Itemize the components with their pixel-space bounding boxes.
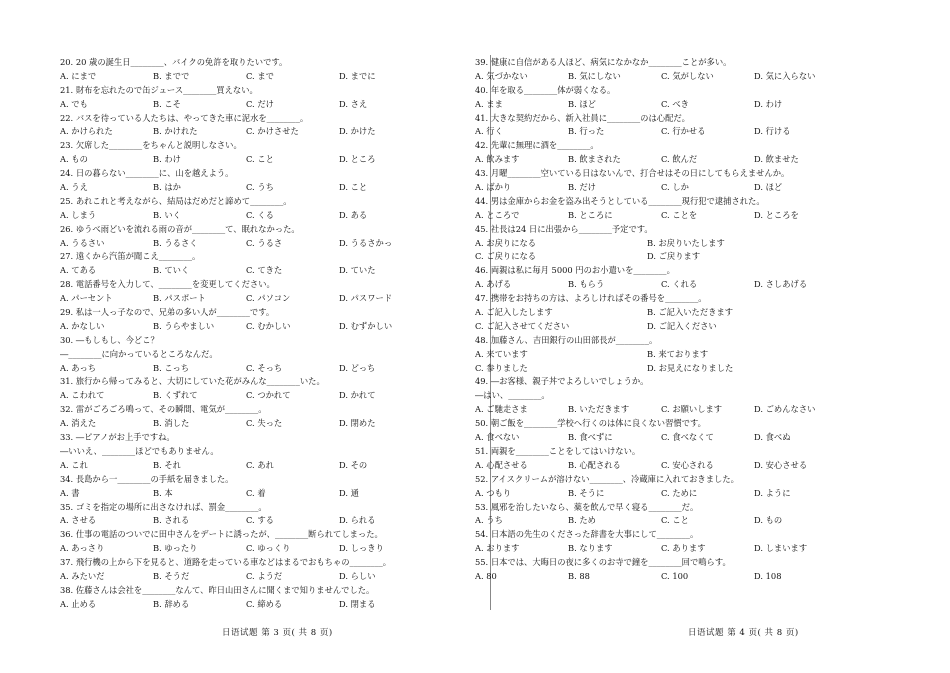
- option: C. ゆっくり: [246, 543, 291, 554]
- option: A. しまう: [60, 209, 97, 220]
- option: A. うるさい: [60, 237, 105, 248]
- option: A. お戻りになる: [475, 237, 537, 248]
- option: D. むずかしい: [339, 320, 393, 331]
- option: A. 気づかない: [475, 70, 528, 81]
- options-row: [475, 403, 880, 417]
- options-row: [60, 237, 465, 251]
- option: A. ご記入したします: [475, 307, 553, 318]
- option: D. 安心させる: [754, 459, 808, 470]
- option: D. さしあげる: [754, 279, 808, 290]
- option: A. かなしい: [60, 320, 105, 331]
- option: C. つかれて: [246, 390, 291, 401]
- option: D. 飲ませた: [754, 154, 799, 165]
- option: B. ほど: [568, 98, 596, 109]
- option: A. 書: [60, 487, 80, 498]
- options-row: [475, 514, 880, 528]
- option: C. むかしい: [246, 320, 291, 331]
- options-row: [60, 153, 465, 167]
- options-row: [475, 431, 880, 445]
- options-row: [475, 237, 880, 251]
- option: D. 閉まる: [339, 598, 376, 609]
- options-row: [60, 417, 465, 431]
- option: C. パソコン: [246, 293, 291, 304]
- option: B. 消した: [153, 418, 190, 429]
- question-list: [60, 56, 465, 612]
- option: C. くれる: [661, 279, 698, 290]
- option: D. ご記入ください: [647, 320, 717, 331]
- option: C. お願いします: [661, 404, 723, 415]
- question-stem: 46. 両親は私に毎月 5000 円のお小遣いを________。: [475, 265, 675, 276]
- options-row: [60, 514, 465, 528]
- option: C. 参りました: [475, 362, 528, 373]
- page-footer: 日语试题 第 4 页( 共 8 页): [688, 628, 799, 638]
- option: C. くる: [246, 209, 274, 220]
- page-4: [475, 0, 950, 673]
- option: D. ように: [754, 487, 791, 498]
- option: B. こそ: [153, 98, 181, 109]
- option: B. そうに: [568, 487, 605, 498]
- option: A. 止める: [60, 598, 97, 609]
- option: D. 閉めた: [339, 418, 376, 429]
- question-stem: 34. 長島から一________の手紙を届きました。: [60, 473, 234, 484]
- option: B. ところに: [568, 209, 613, 220]
- option: D. わけ: [754, 98, 783, 109]
- option: B. パスポート: [153, 293, 206, 304]
- question-stem: 26. ゆうべ雨どいを流れる雨の音が________て、眠れなかった。: [60, 223, 300, 234]
- option: D. もの: [754, 515, 783, 526]
- options-row: [475, 181, 880, 195]
- option: B. 行った: [568, 126, 605, 137]
- option: C. ご記入させてください: [475, 320, 570, 331]
- question-stem: 32. 雷がごろごろ鳴って、その瞬間、電気が________。: [60, 404, 267, 415]
- option: D. しっきり: [339, 543, 384, 554]
- question-stem: 45. 社長は24 日に出張から________予定です。: [475, 223, 653, 234]
- options-row: [60, 542, 465, 556]
- options-row: [60, 209, 465, 223]
- options-row: [475, 348, 880, 362]
- option: B. なります: [568, 543, 613, 554]
- option: B. 来ております: [647, 348, 709, 359]
- option: D. ていた: [339, 265, 376, 276]
- question-stem: 50. 朝ご飯を________学校へ行くのは体に良くない習慣です。: [475, 418, 706, 429]
- option: A. おります: [475, 543, 520, 554]
- option: A. うえ: [60, 182, 88, 193]
- option: C. 行かせる: [661, 126, 706, 137]
- option: C. こと: [661, 515, 689, 526]
- question-stem: 22. バスを待っている人たちは、やってきた車に泥水を________。: [60, 112, 309, 123]
- question-stem: 33. ―ピアノがお上手ですね。: [60, 432, 175, 443]
- option: D. ところ: [339, 154, 376, 165]
- option: C. べき: [661, 98, 689, 109]
- option: C. うち: [246, 182, 274, 193]
- option: C. 食べなくて: [661, 432, 714, 443]
- option: C. こと: [246, 154, 274, 165]
- option: D. どっち: [339, 362, 376, 373]
- option: B. 食べずに: [568, 432, 613, 443]
- option: C. ことを: [661, 209, 698, 220]
- option: C. そっち: [246, 362, 283, 373]
- options-row: [60, 320, 465, 334]
- options-row: [60, 70, 465, 84]
- option: D. 食べぬ: [754, 432, 791, 443]
- option: C. 締める: [246, 598, 283, 609]
- option: D. らしい: [339, 570, 376, 581]
- option: B. ご記入いただきます: [647, 307, 734, 318]
- option: D. パスワード: [339, 293, 393, 304]
- question-stem: 49. ―お客様、親子丼でよろしいでしょうか。: [475, 376, 649, 387]
- option: D. ほど: [754, 182, 783, 193]
- question-stem: 21. 財布を忘れたので缶ジュース________買えない。: [60, 84, 258, 95]
- option: B. はか: [153, 182, 181, 193]
- option: A. 食べない: [475, 432, 520, 443]
- options-row: [60, 570, 465, 584]
- question-stem: 39. 健康に自信がある人ほど、病気になかなか________ことが多い。: [475, 57, 732, 67]
- option: D. ごめんなさい: [754, 404, 816, 415]
- question-stem: 20. 20 歳の誕生日________、バイクの免許を取りたいです。: [60, 57, 288, 67]
- question-stem-line2: ―はい、________。: [475, 390, 550, 401]
- option: A. ところで: [475, 209, 520, 220]
- options-row: [60, 362, 465, 376]
- options-row: [475, 542, 880, 556]
- question-stem: 35. ゴミを指定の場所に出さなければ、罰金________。: [60, 501, 267, 512]
- options-row: [60, 292, 465, 306]
- question-stem: 40. 年を取る________体が弱くなる。: [475, 84, 616, 95]
- option: C. ために: [661, 487, 698, 498]
- option: C. する: [246, 515, 274, 526]
- option: A. 80: [475, 570, 497, 581]
- options-row: [475, 487, 880, 501]
- option: B. 辞める: [153, 598, 190, 609]
- option: D. られる: [339, 515, 376, 526]
- option: D. こと: [339, 182, 368, 193]
- option: C. 着: [246, 487, 266, 498]
- option: B. だけ: [568, 182, 596, 193]
- options-row: [475, 306, 880, 320]
- option: A. もの: [60, 154, 88, 165]
- option: A. あげる: [475, 279, 512, 290]
- options-row: [475, 125, 880, 139]
- option: D. かけた: [339, 126, 376, 137]
- page-footer: 日语试题 第 3 页( 共 8 页): [222, 628, 333, 638]
- question-list: [475, 56, 880, 584]
- question-stem-line2: ―いいえ、________ほどでもありません。: [60, 445, 219, 456]
- question-stem: 24. 日の暮らない________に、山を越えよう。: [60, 168, 234, 179]
- options-row: [60, 125, 465, 139]
- option: C. 失った: [246, 418, 283, 429]
- option: B. ていく: [153, 265, 190, 276]
- option: B. そうだ: [153, 570, 190, 581]
- option: B. それ: [153, 459, 181, 470]
- option: D. 行ける: [754, 126, 791, 137]
- question-stem: 44. 男は金庫からお金を盗み出そうとしている________現行犯で逮捕された。: [475, 195, 765, 206]
- option: A. 飲みます: [475, 154, 520, 165]
- option: C. ご戻りになる: [475, 251, 537, 262]
- option: D. ところを: [754, 209, 799, 220]
- option: C. 気がしない: [661, 70, 714, 81]
- option: A. 来ています: [475, 348, 528, 359]
- options-row: [475, 362, 880, 376]
- option: D. 気に入らない: [754, 70, 816, 81]
- option: C. ようだ: [246, 570, 283, 581]
- option: C. かけさせた: [246, 126, 299, 137]
- option: B. 飲まされた: [568, 154, 621, 165]
- option: B. 気にしない: [568, 70, 621, 81]
- question-stem: 54. 日本語の先生のくださった辞書を大事にして________。: [475, 529, 699, 540]
- option: A. ご馳走さま: [475, 404, 528, 415]
- option: A. パーセント: [60, 293, 113, 304]
- option: B. ため: [568, 515, 596, 526]
- options-row: [60, 487, 465, 501]
- options-row: [475, 278, 880, 292]
- question-stem: 37. 飛行機の上から下を見ると、道路を走っている車などはまるでおもちゃの________。: [60, 557, 392, 568]
- option: A. かけられた: [60, 126, 113, 137]
- question-stem: 28. 電話番号を入力して、________を変更してください。: [60, 279, 275, 290]
- option: C. 安心される: [661, 459, 714, 470]
- option: B. までで: [153, 70, 190, 81]
- option: D. しまいます: [754, 543, 808, 554]
- option: B. うるさく: [153, 237, 198, 248]
- option: A. させる: [60, 515, 97, 526]
- options-row: [475, 320, 880, 334]
- question-stem: 23. 欠席した________をちゃんと説明しなさい。: [60, 140, 242, 151]
- question-stem: 27. 遠くから汽笛が聞こえ________。: [60, 251, 201, 262]
- question-stem: 48. 加藤さん、吉田銀行の山田部長が________。: [475, 334, 658, 345]
- question-stem: 53. 風邪を治したいなら、薬を飲んで早く寝る________だ。: [475, 501, 699, 512]
- option: D. その: [339, 459, 368, 470]
- option: A. ばかり: [475, 182, 512, 193]
- option: B. 88: [568, 570, 590, 581]
- options-row: [60, 98, 465, 112]
- option: A. てある: [60, 265, 97, 276]
- question-stem: 36. 仕事の電話のついでに田中さんをデートに誘ったが、________断られてしまった。: [60, 529, 383, 540]
- option: C. 100: [661, 570, 689, 581]
- option: D. 通: [339, 487, 359, 498]
- question-stem: 47. 携帯をお持ちの方は、よろしければその番号を________。: [475, 293, 707, 304]
- options-row: [475, 570, 880, 584]
- question-stem: 51. 両親を________ことをしてはいけない。: [475, 445, 641, 456]
- option: A. まま: [475, 98, 503, 109]
- option: A. あっち: [60, 362, 97, 373]
- question-stem: 41. 大きな契約だから、新入社員に________のは心配だ。: [475, 112, 690, 123]
- question-stem: 43. 月曜________空いている日はないんで、打合せはその日にしてもらえませんか。: [475, 168, 790, 179]
- option: B. 本: [153, 487, 173, 498]
- options-row: [475, 459, 880, 473]
- option: A. 消えた: [60, 418, 97, 429]
- options-row: [475, 209, 880, 223]
- option: A. でも: [60, 98, 88, 109]
- question-stem: 30. ―もしもし、今どこ？: [60, 334, 159, 345]
- option: A. 行く: [475, 126, 503, 137]
- options-row: [475, 153, 880, 167]
- option: C. あります: [661, 543, 706, 554]
- question-stem: 31. 旅行から帰ってみると、大切にしていた花がみんな________いた。: [60, 376, 325, 387]
- question-stem: 38. 佐藤さんは会社を________なんて、昨日山田さんに聞くまで知りませんでした。: [60, 584, 375, 595]
- option: B. ゆったり: [153, 543, 198, 554]
- option: C. 飲んだ: [661, 154, 698, 165]
- option: D. ある: [339, 209, 368, 220]
- option: B. いただきます: [568, 404, 630, 415]
- option: B. かけれた: [153, 126, 198, 137]
- question-stem: 55. 日本では、大晦日の夜に多くのお寺で鐘を________回で鳴らす。: [475, 557, 731, 568]
- option: D. 108: [754, 570, 782, 581]
- option: B. される: [153, 515, 190, 526]
- options-row: [60, 459, 465, 473]
- option: B. うらやましい: [153, 320, 215, 331]
- option: B. もらう: [568, 279, 605, 290]
- question-stem: 42. 先輩に無理に酒を________。: [475, 140, 599, 151]
- options-row: [60, 181, 465, 195]
- option: A. みたいだ: [60, 570, 105, 581]
- option: C. うるさ: [246, 237, 283, 248]
- option: B. くずれて: [153, 390, 198, 401]
- question-stem: 25. あれこれと考えながら、結局はだめだと諦めて________。: [60, 195, 292, 206]
- option: C. まで: [246, 70, 274, 81]
- option: C. あれ: [246, 459, 274, 470]
- option: D. さえ: [339, 98, 368, 109]
- option: C. しか: [661, 182, 689, 193]
- option: B. いく: [153, 209, 181, 220]
- question-stem: 29. 私は一人っ子なので、兄弟の多い人が________です。: [60, 307, 275, 318]
- option: D. ご戻ります: [647, 251, 701, 262]
- option: C. てきた: [246, 265, 283, 276]
- options-row: [475, 98, 880, 112]
- option: A. こわれて: [60, 390, 105, 401]
- option: D. までに: [339, 70, 376, 81]
- option: D. かれて: [339, 390, 376, 401]
- option: D. お見えになりました: [647, 362, 734, 373]
- option: B. お戻りいたします: [647, 237, 725, 248]
- options-row: [475, 250, 880, 264]
- options-row: [60, 389, 465, 403]
- options-row: [60, 598, 465, 612]
- options-row: [60, 264, 465, 278]
- option: C. だけ: [246, 98, 274, 109]
- question-stem-line2: ―________に向かっているところなんだ。: [60, 348, 218, 359]
- option: A. 心配させる: [475, 459, 528, 470]
- option: B. わけ: [153, 154, 181, 165]
- option: A. あっさり: [60, 543, 105, 554]
- option: B. 心配される: [568, 459, 621, 470]
- option: D. うるさかっ: [339, 237, 393, 248]
- option: A. にまで: [60, 70, 97, 81]
- option: A. うち: [475, 515, 503, 526]
- question-stem: 52. アイスクリームが溶けない________、冷蔵庫に入れておきました。: [475, 473, 739, 484]
- option: A. これ: [60, 459, 88, 470]
- options-row: [475, 70, 880, 84]
- option: B. こっち: [153, 362, 190, 373]
- option: A. つもり: [475, 487, 512, 498]
